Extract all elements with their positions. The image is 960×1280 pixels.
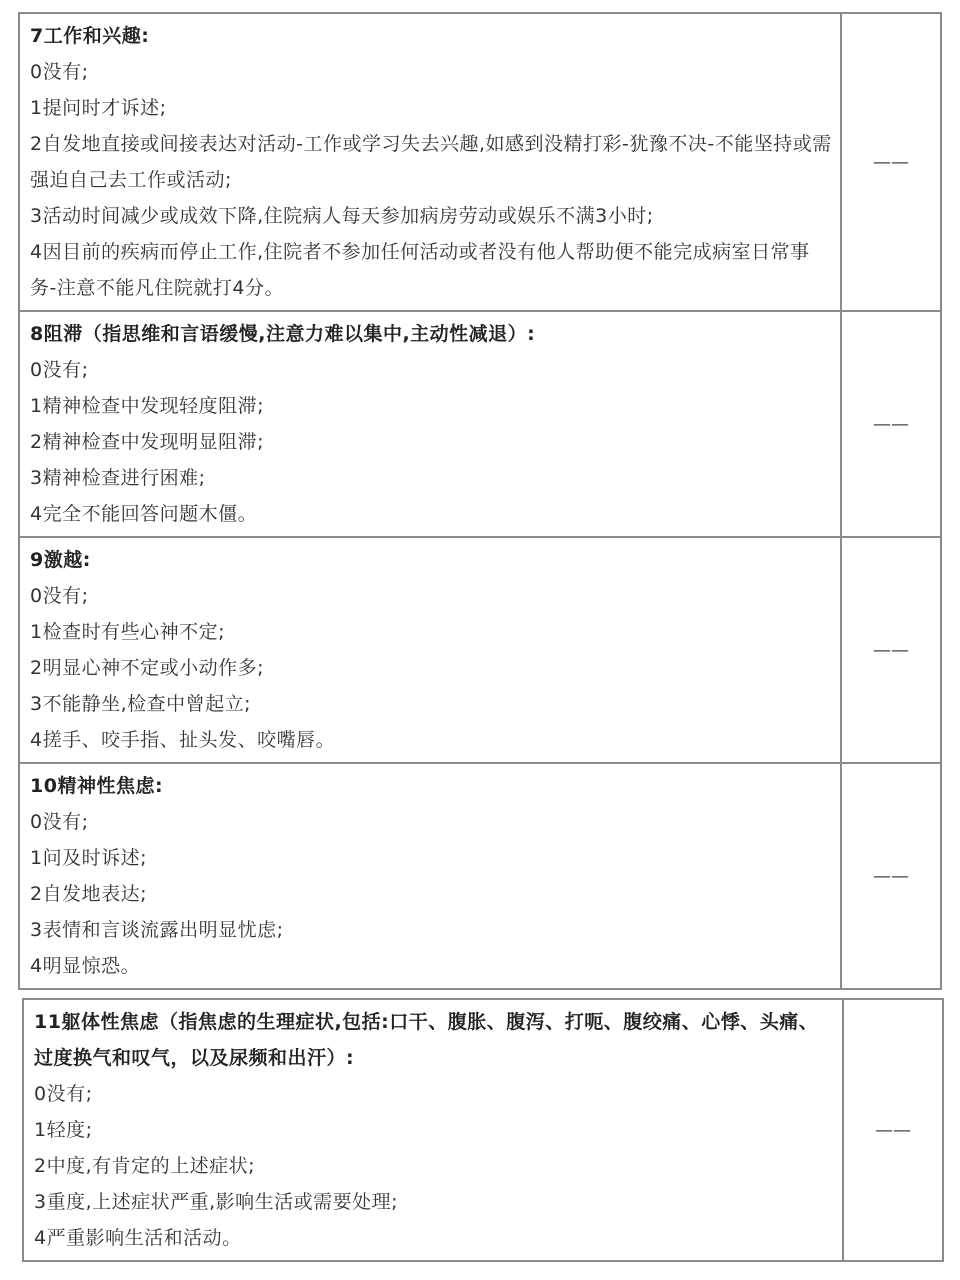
item-cell bbox=[19, 311, 841, 537]
option-text: 2明显心神不定或小动作多; bbox=[30, 657, 264, 679]
option-text: 4完全不能回答问题木僵。 bbox=[30, 503, 258, 525]
option-text: 4搓手、咬手指、扯头发、咬嘴唇。 bbox=[30, 729, 336, 751]
option-text: 0没有; bbox=[30, 585, 89, 607]
item-cell bbox=[19, 763, 841, 989]
item-title: 7工作和兴趣: bbox=[30, 25, 150, 47]
option-text: 3活动时间减少或成效下降,住院病人每天参加病房劳动或娱乐不满3小时; bbox=[30, 205, 654, 227]
option-text: 3精神检查进行困难; bbox=[30, 467, 206, 489]
table-row bbox=[19, 311, 941, 537]
option-text: 2自发地表达; bbox=[30, 883, 147, 905]
table-row bbox=[23, 999, 943, 1261]
option-text: 1精神检查中发现轻度阻滞; bbox=[30, 395, 264, 417]
table-row bbox=[19, 13, 941, 311]
option-text: 0没有; bbox=[34, 1083, 93, 1105]
item-cell bbox=[19, 537, 841, 763]
item-title: 10精神性焦虑: bbox=[30, 775, 164, 797]
item-title: 9激越: bbox=[30, 549, 91, 571]
score-cell[interactable]: —— bbox=[843, 999, 943, 1261]
option-text: 3不能静坐,检查中曾起立; bbox=[30, 693, 252, 715]
option-text: 2精神检查中发现明显阻滞; bbox=[30, 431, 264, 453]
option-text: 1检查时有些心神不定; bbox=[30, 621, 225, 643]
item-cell bbox=[19, 13, 841, 311]
option-text: 2自发地直接或间接表达对活动-工作或学习失去兴趣,如感到没精打彩-犹豫不决-不能坚持或需强迫自己去工作或活动; bbox=[30, 133, 832, 191]
item-cell bbox=[23, 999, 843, 1261]
option-text: 1提问时才诉述; bbox=[30, 97, 167, 119]
score-cell[interactable]: —— bbox=[841, 13, 941, 311]
rating-scale-table bbox=[22, 998, 944, 1262]
score-cell[interactable]: —— bbox=[841, 537, 941, 763]
option-text: 4明显惊恐。 bbox=[30, 955, 141, 977]
score-cell[interactable]: —— bbox=[841, 311, 941, 537]
option-text: 4严重影响生活和活动。 bbox=[34, 1227, 242, 1249]
option-text: 1问及时诉述; bbox=[30, 847, 147, 869]
rating-scale-table bbox=[18, 12, 942, 990]
item-title: 8阻滞（指思维和言语缓慢,注意力难以集中,主动性减退）: bbox=[30, 323, 536, 345]
option-text: 3表情和言谈流露出明显忧虑; bbox=[30, 919, 284, 941]
table-row bbox=[19, 537, 941, 763]
option-text: 3重度,上述症状严重,影响生活或需要处理; bbox=[34, 1191, 399, 1213]
option-text: 0没有; bbox=[30, 359, 89, 381]
option-text: 2中度,有肯定的上述症状; bbox=[34, 1155, 256, 1177]
option-text: 0没有; bbox=[30, 61, 89, 83]
score-cell[interactable]: —— bbox=[841, 763, 941, 989]
option-text: 4因目前的疾病而停止工作,住院者不参加任何活动或者没有他人帮助便不能完成病室日常事务-注意不能凡住院就打4分。 bbox=[30, 241, 810, 299]
table-row bbox=[19, 763, 941, 989]
option-text: 0没有; bbox=[30, 811, 89, 833]
item-title: 11躯体性焦虑（指焦虑的生理症状,包括:口干、腹胀、腹泻、打呃、腹绞痛、心悸、头痛、过度换气和叹气，以及尿频和出汗）: bbox=[34, 1011, 819, 1069]
option-text: 1轻度; bbox=[34, 1119, 93, 1141]
